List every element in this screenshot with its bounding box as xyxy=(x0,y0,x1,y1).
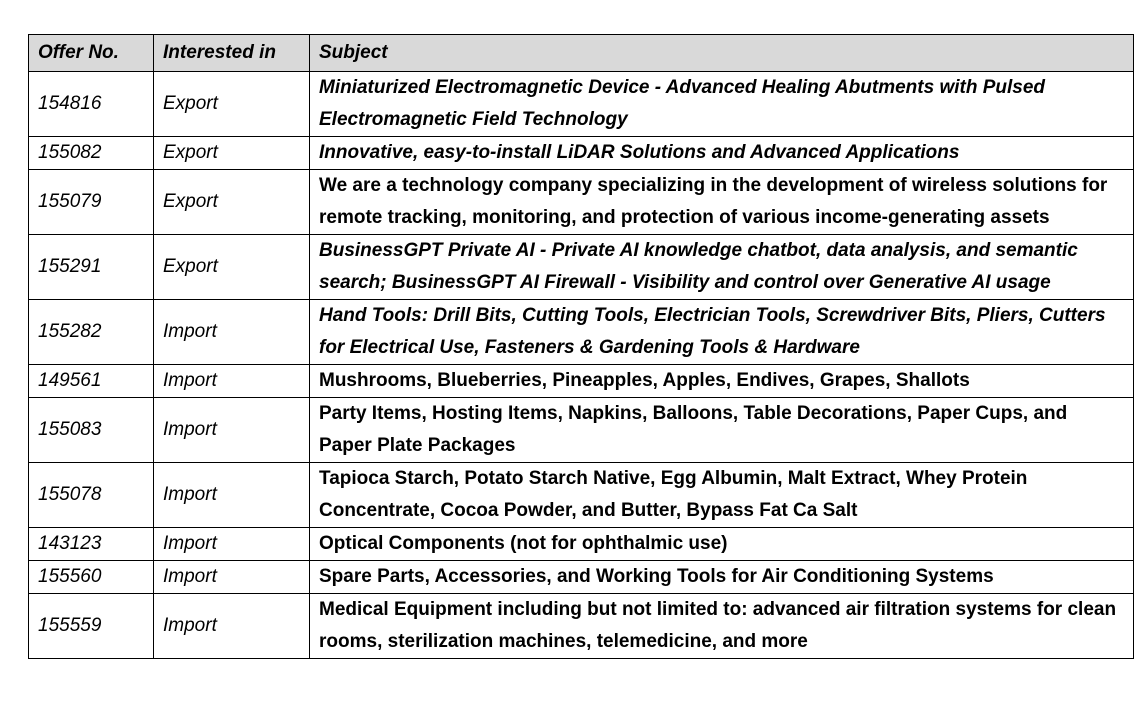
offer-number-cell: 155291 xyxy=(29,235,154,300)
table-body xyxy=(29,72,1134,659)
offer-number-cell: 154816 xyxy=(29,72,154,137)
header-offer-no: Offer No. xyxy=(29,35,154,72)
subject-cell: Medical Equipment including but not limited to: advanced air filtration systems for clean rooms, sterilization machines, telemedicine, and more xyxy=(310,594,1134,659)
table-row xyxy=(29,300,1134,365)
interested-in-cell: Export xyxy=(154,72,310,137)
interested-in-cell: Import xyxy=(154,365,310,398)
table-row xyxy=(29,463,1134,528)
table-header xyxy=(29,35,1134,72)
header-row xyxy=(29,35,1134,72)
interested-in-cell: Export xyxy=(154,235,310,300)
subject-cell: Innovative, easy-to-install LiDAR Solutions and Advanced Applications xyxy=(310,137,1134,170)
table-row xyxy=(29,561,1134,594)
subject-cell: Spare Parts, Accessories, and Working Tools for Air Conditioning Systems xyxy=(310,561,1134,594)
offer-number-cell: 149561 xyxy=(29,365,154,398)
interested-in-cell: Import xyxy=(154,463,310,528)
subject-cell: Hand Tools: Drill Bits, Cutting Tools, Electrician Tools, Screwdriver Bits, Pliers, Cutters for Electrical Use, Fasteners & Gardening Tools & Hardware xyxy=(310,300,1134,365)
header-subject: Subject xyxy=(310,35,1134,72)
offer-number-cell: 143123 xyxy=(29,528,154,561)
subject-cell: Optical Components (not for ophthalmic use) xyxy=(310,528,1134,561)
interested-in-cell: Import xyxy=(154,594,310,659)
interested-in-cell: Import xyxy=(154,561,310,594)
table-row xyxy=(29,235,1134,300)
offer-number-cell: 155560 xyxy=(29,561,154,594)
offer-number-cell: 155079 xyxy=(29,170,154,235)
table-row xyxy=(29,72,1134,137)
header-interested-in: Interested in xyxy=(154,35,310,72)
offers-table xyxy=(28,34,1134,659)
table-row xyxy=(29,528,1134,561)
table-row xyxy=(29,170,1134,235)
offer-number-cell: 155559 xyxy=(29,594,154,659)
subject-cell: BusinessGPT Private AI - Private AI knowledge chatbot, data analysis, and semantic search; BusinessGPT AI Firewall - Visibility and control over Generative AI usage xyxy=(310,235,1134,300)
offer-number-cell: 155083 xyxy=(29,398,154,463)
offer-number-cell: 155282 xyxy=(29,300,154,365)
table-row xyxy=(29,365,1134,398)
subject-cell: Mushrooms, Blueberries, Pineapples, Apples, Endives, Grapes, Shallots xyxy=(310,365,1134,398)
interested-in-cell: Import xyxy=(154,398,310,463)
subject-cell: Party Items, Hosting Items, Napkins, Balloons, Table Decorations, Paper Cups, and Paper Plate Packages xyxy=(310,398,1134,463)
interested-in-cell: Import xyxy=(154,300,310,365)
offer-number-cell: 155082 xyxy=(29,137,154,170)
interested-in-cell: Import xyxy=(154,528,310,561)
subject-cell: We are a technology company specializing in the development of wireless solutions for remote tracking, monitoring, and protection of various income-generating assets xyxy=(310,170,1134,235)
table-row xyxy=(29,398,1134,463)
offer-number-cell: 155078 xyxy=(29,463,154,528)
interested-in-cell: Export xyxy=(154,137,310,170)
interested-in-cell: Export xyxy=(154,170,310,235)
table-row xyxy=(29,594,1134,659)
subject-cell: Miniaturized Electromagnetic Device - Advanced Healing Abutments with Pulsed Electromagnetic Field Technology xyxy=(310,72,1134,137)
subject-cell: Tapioca Starch, Potato Starch Native, Egg Albumin, Malt Extract, Whey Protein Concentrate, Cocoa Powder, and Butter, Bypass Fat Ca Salt xyxy=(310,463,1134,528)
table-row xyxy=(29,137,1134,170)
